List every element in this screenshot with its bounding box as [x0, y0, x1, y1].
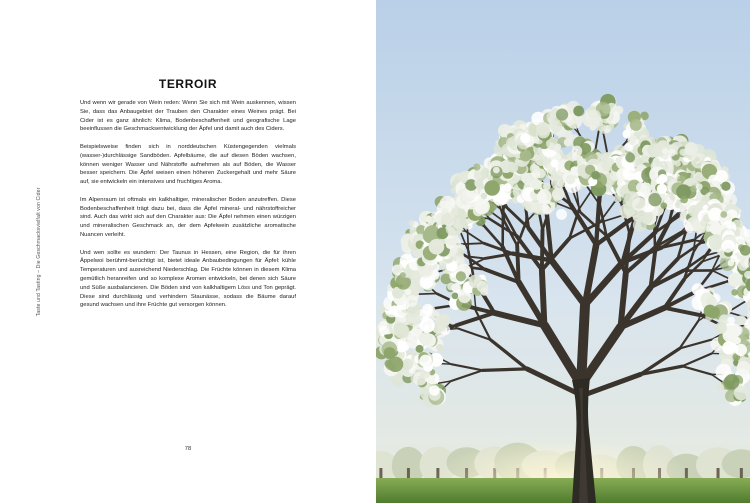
- blossom: [564, 138, 572, 146]
- blossom: [715, 170, 728, 183]
- blossom: [436, 344, 443, 351]
- blossom: [608, 123, 614, 129]
- blossom: [696, 183, 703, 190]
- blossom: [452, 292, 459, 299]
- blossom: [484, 180, 500, 196]
- blossom: [680, 196, 688, 204]
- blossom: [661, 202, 668, 209]
- page-number: 78: [184, 446, 192, 452]
- blossom: [536, 122, 550, 136]
- blossom: [441, 213, 453, 225]
- blossom: [731, 289, 738, 296]
- branch: [459, 243, 484, 244]
- blossom: [736, 315, 746, 325]
- blossom: [520, 133, 530, 143]
- blossom: [675, 161, 681, 167]
- blossom: [419, 332, 432, 345]
- branch: [417, 294, 437, 295]
- blossom: [625, 153, 635, 163]
- blossom: [722, 240, 735, 253]
- blossom: [416, 345, 424, 353]
- blossom: [573, 106, 584, 117]
- blossom: [542, 206, 551, 215]
- blossom: [657, 184, 667, 194]
- blossom: [429, 239, 445, 255]
- blossom: [419, 355, 431, 367]
- blossom: [552, 188, 565, 201]
- blossom: [639, 210, 653, 224]
- blossom: [481, 193, 488, 200]
- blossom: [717, 384, 724, 391]
- blossom: [480, 288, 488, 296]
- blossom: [722, 341, 735, 354]
- blossom: [730, 255, 737, 262]
- blossom: [456, 271, 466, 281]
- blossom: [451, 208, 459, 216]
- blossom: [555, 144, 561, 150]
- blossom: [474, 199, 490, 215]
- blossom: [649, 185, 655, 191]
- blossom: [556, 209, 567, 220]
- blossom: [409, 220, 415, 226]
- branch: [542, 270, 545, 325]
- tree-illustration: [376, 0, 750, 503]
- blossom: [586, 110, 601, 125]
- blossom: [530, 164, 539, 173]
- branch: [517, 246, 518, 283]
- branch: [483, 369, 527, 370]
- blossom: [630, 119, 642, 131]
- blossom: [400, 272, 406, 278]
- blossoming-apple-tree-photo: [376, 0, 750, 503]
- blossom: [724, 374, 739, 389]
- blossom: [735, 344, 747, 356]
- branch: [654, 226, 655, 251]
- blossom: [461, 221, 469, 229]
- blossom: [566, 175, 576, 185]
- blossom: [632, 197, 646, 211]
- blossom: [406, 295, 418, 307]
- blossom: [636, 182, 647, 193]
- blossom: [572, 146, 583, 157]
- blossom: [721, 182, 730, 191]
- blossom: [720, 211, 727, 218]
- blossom: [557, 180, 564, 187]
- blossom: [420, 306, 433, 319]
- blossom: [658, 174, 667, 183]
- blossom: [531, 179, 541, 189]
- blossom: [384, 347, 396, 359]
- blossom: [473, 163, 480, 170]
- blossom: [543, 183, 551, 191]
- blossom: [556, 109, 568, 121]
- blossom: [394, 324, 409, 339]
- blossom: [728, 272, 742, 286]
- paragraph: Beispielsweise finden sich in norddeutschen Küstengegenden vielmals (wasser-)durchlässige Sandböden. Apfelbäume, die auf diesen Böden wachsen, können weniger Wasser und Nährstoffe aufnehmen als auf Böden, die Wasser besser speichern. Die Äpfel weisen einen höheren Zuckergehalt und mehr Säure auf, sie entwickeln ein intensives und fruchtiges Aroma.: [80, 143, 296, 186]
- blossom: [506, 137, 516, 147]
- blossom: [429, 385, 440, 396]
- section-title: TERROIR: [158, 77, 218, 91]
- blossom: [715, 322, 727, 334]
- blossom: [662, 148, 668, 154]
- blossom: [668, 149, 676, 157]
- grass: [376, 478, 750, 503]
- blossom: [680, 211, 687, 218]
- blossom: [736, 361, 750, 375]
- paragraph: Und wenn wir gerade von Wein reden: Wenn Sie sich mit Wein auskennen, wissen Sie, dass das Anbaugebiet der Trauben den Charakter eines Weines prägt. Bei Cider ist es ganz ähnlich: Klima, Bodenbeschaffenheit und geografische Lage beeinflussen die Geschmacksentwicklung der Äpfel und damit auch des Ciders.: [80, 100, 296, 133]
- body-text: [80, 99, 296, 319]
- blossom: [437, 314, 450, 327]
- blossom: [591, 171, 600, 180]
- running-head: Taste und Tasting – Die Geschmacksvielfalt von Cider: [36, 187, 42, 317]
- blossom: [628, 137, 636, 145]
- blossom: [493, 167, 500, 174]
- paragraph: Und wen sollte es wundern: Der Taunus in Hessen, eine Region, die für ihren Äppelwoi berühmt-berüchtigt ist, bietet ideale Anbaubedingungen für Äpfel: kühle Temperaturen und ausreichend Niederschlag. Die Früchte können in diesem Klima gemütlich heranreifen und so komplexe Aromen entwickeln, bei denen sich Säure und Süße ausbalancieren. Die Böden sind von kalkhaltigem Löss und Ton geprägt. Diese sind durchlässig und verhindern Staunässe, sodass die Bäume darauf gesund wachsen und ihre Früchte gut versorgen können.: [80, 249, 296, 309]
- blossom: [379, 326, 389, 336]
- blossom: [537, 189, 552, 204]
- paragraph: Im Alpenraum ist oftmals ein kalkhaltiger, mineralischer Boden anzutreffen. Diese Bodenbeschaffenheit trägt dazu bei, dass die Äpfel mineral- und nährstoffreicher sind. Auch das wirkt sich auf den Charakter aus: Die Äpfel nehmen einen würzigen und mineralischen Geschmack an, der dem Apfelwein zusätzliche aromatische Nuancen verleiht.: [80, 196, 296, 238]
